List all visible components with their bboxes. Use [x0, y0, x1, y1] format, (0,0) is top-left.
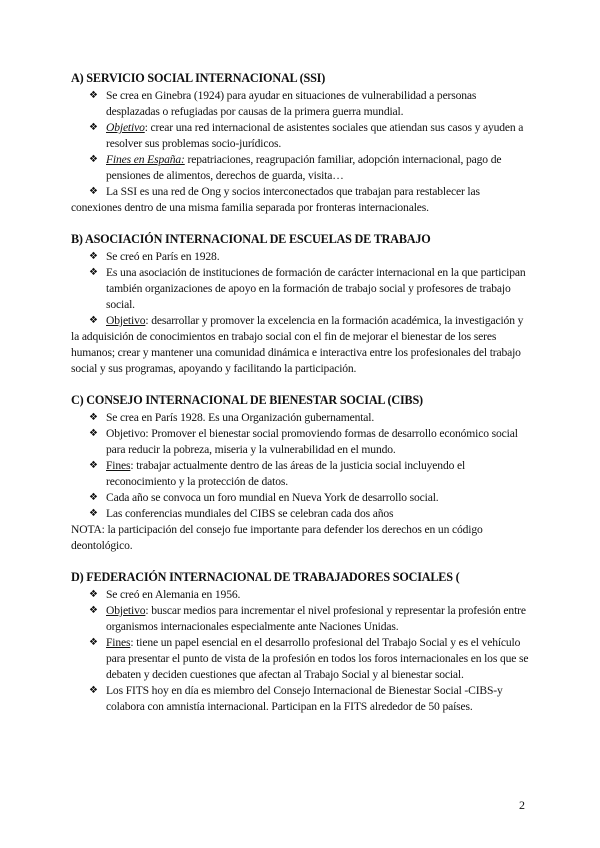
list-item: ❖ Se creó en París en 1928.: [89, 250, 220, 263]
list-item: ❖ Fines: tiene un papel esencial en el desarrollo profesional del Trabajo Social y es el vehículo para presentar el punto de vista de la profesión en todos los foros internacionales en los que se debaten y deciden cuestiones que afectan al Trabajo Social y al bienestar social.: [89, 636, 529, 681]
list-item: ❖ Objetivo: Promover el bienestar social promoviendo formas de desarrollo económico social para reducir la pobreza, miseria y la vulnerabilidad en el mundo.: [89, 427, 518, 456]
section-ssi: [71, 70, 531, 216]
list-item: ❖ Objetivo: buscar medios para incrementar el nivel profesional y representar la profesión entre organismos internacionales especialmente ante Naciones Unidas.: [89, 604, 526, 633]
section-title: B) ASOCIACIÓN INTERNACIONAL DE ESCUELAS DE TRABAJO: [71, 232, 431, 246]
section-escuelas-trabajo: [71, 231, 531, 377]
bullet-list: [71, 249, 531, 377]
list-item: ❖ Objetivo: crear una red internacional de asistentes sociales que atiendan sus casos y ayuden a resolver sus problemas socio-jurídicos.: [89, 121, 524, 150]
bullet-list: [71, 88, 531, 216]
diamond-bullet-icon: ❖: [89, 637, 98, 648]
list-item: ❖ Es una asociación de instituciones de formación de carácter internacional en la que participan también organizaciones de apoyo en la formación de trabajo social y profesores de trabajo social.: [89, 266, 526, 311]
diamond-bullet-icon: ❖: [89, 460, 98, 471]
bullet-list: [71, 587, 531, 715]
section-cibs: [71, 392, 531, 554]
diamond-bullet-icon: ❖: [89, 154, 98, 165]
list-item: ❖ Se crea en París 1928. Es una Organización gubernamental.: [89, 411, 375, 424]
diamond-bullet-icon: ❖: [89, 267, 98, 278]
note-paragraph: NOTA: la participación del consejo fue importante para defender los derechos en un código deontológico.: [71, 523, 483, 552]
list-item: ❖ Fines: trabajar actualmente dentro de las áreas de la justicia social incluyendo el reconocimiento y la protección de datos.: [89, 459, 466, 488]
list-item: ❖ Cada año se convoca un foro mundial en Nueva York de desarrollo social.: [89, 491, 439, 504]
diamond-bullet-icon: ❖: [89, 589, 98, 600]
diamond-bullet-icon: ❖: [89, 315, 98, 326]
diamond-bullet-icon: ❖: [89, 508, 98, 519]
diamond-bullet-icon: ❖: [89, 428, 98, 439]
list-item: ❖ Se crea en Ginebra (1924) para ayudar en situaciones de vulnerabilidad a personas desplazadas o refugiadas por causas de la primera guerra mundial.: [89, 89, 477, 118]
item-label: Objetivo: [106, 604, 146, 617]
page-number: 2: [519, 798, 525, 812]
list-item: ❖ Los FITS hoy en día es miembro del Consejo Internacional de Bienestar Social -CIBS-y colabora con amnistía internacional. Participan en la FITS alrededor de 50 países.: [89, 684, 503, 713]
section-title: C) CONSEJO INTERNACIONAL DE BIENESTAR SOCIAL (CIBS): [71, 393, 423, 407]
section-title: D) FEDERACIÓN INTERNACIONAL DE TRABAJADORES SOCIALES (: [71, 570, 460, 584]
item-label: Fines: [106, 459, 131, 472]
bullet-list: [71, 410, 531, 522]
diamond-bullet-icon: ❖: [89, 685, 98, 696]
item-label: Fines: [106, 636, 131, 649]
list-item: ❖ Fines en España: repatriaciones, reagrupación familiar, adopción internacional, pago de pensiones de alimentos, derechos de guarda, visita…: [89, 153, 502, 182]
diamond-bullet-icon: ❖: [89, 122, 98, 133]
list-item: ❖ La SSI es una red de Ong y socios interconectados que trabajan para restablecer las conexiones dentro de una misma familia separada por fronteras internacionales.: [71, 185, 480, 214]
document-page: [71, 70, 531, 730]
diamond-bullet-icon: ❖: [89, 492, 98, 503]
list-item: ❖ Objetivo: desarrollar y promover la excelencia en la formación académica, la investigación y la adquisición de conocimientos en trabajo social con el fin de mejorar el bienestar de los seres humanos; crear y mantener una comunidad dinámica e interactiva entre los profesionales del trabajo social y sus programas, apoyando y facilitando la participación.: [71, 314, 524, 375]
diamond-bullet-icon: ❖: [89, 251, 98, 262]
item-label: Fines en España:: [106, 153, 185, 166]
section-fits: [71, 569, 531, 715]
list-item: ❖ Las conferencias mundiales del CIBS se celebran cada dos años: [89, 507, 394, 520]
section-title: A) SERVICIO SOCIAL INTERNACIONAL (SSI): [71, 71, 326, 85]
item-label: Objetivo: [106, 121, 145, 134]
diamond-bullet-icon: ❖: [89, 186, 98, 197]
diamond-bullet-icon: ❖: [89, 605, 98, 616]
item-label: Objetivo: [106, 314, 146, 327]
list-item: ❖ Se creó en Alemania en 1956.: [89, 588, 241, 601]
diamond-bullet-icon: ❖: [89, 412, 98, 423]
diamond-bullet-icon: ❖: [89, 90, 98, 101]
